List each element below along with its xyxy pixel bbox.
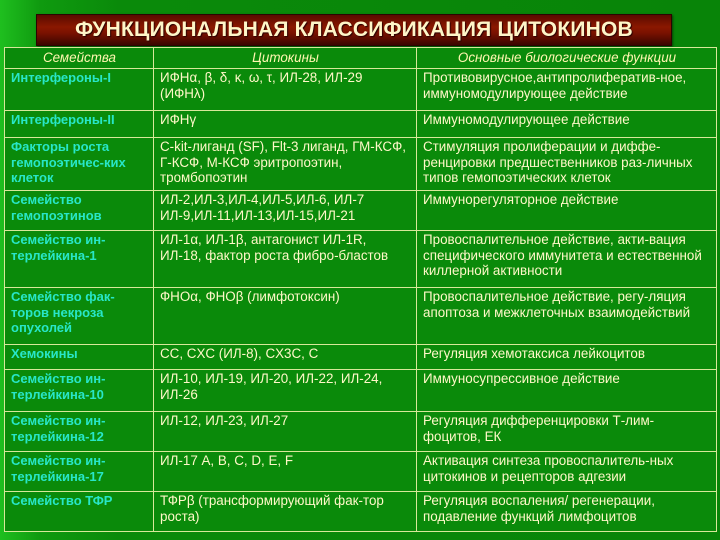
table-row bbox=[5, 111, 717, 138]
cytokines-cell: ИЛ-1α, ИЛ-1β, антагонист ИЛ-1R, ИЛ-18, фактор роста фибро-бластов bbox=[154, 231, 417, 288]
functions-cell: Регуляция хемотаксиса лейкоцитов bbox=[417, 345, 717, 370]
table-row bbox=[5, 288, 717, 345]
page-title: ФУНКЦИОНАЛЬНАЯ КЛАССИФИКАЦИЯ ЦИТОКИНОВ bbox=[75, 18, 633, 41]
family-cell: Интерфероны-II bbox=[5, 111, 154, 138]
functions-cell: Активация синтеза провоспалитель-ных цитокинов и рецепторов адгезии bbox=[417, 452, 717, 492]
functions-cell: Провоспалительное действие, акти-вация специфического иммунитета и естественной киллерной активности bbox=[417, 231, 717, 288]
family-cell: Семейство ин-терлейкина-12 bbox=[5, 412, 154, 452]
functions-cell: Регуляция дифференцировки Т-лим-фоцитов, ЕК bbox=[417, 412, 717, 452]
cytokines-cell: ИЛ-2,ИЛ-3,ИЛ-4,ИЛ-5,ИЛ-6, ИЛ-7 ИЛ-9,ИЛ-11,ИЛ-13,ИЛ-15,ИЛ-21 bbox=[154, 191, 417, 231]
cytokines-cell: ИЛ-12, ИЛ-23, ИЛ-27 bbox=[154, 412, 417, 452]
family-cell: Хемокины bbox=[5, 345, 154, 370]
family-cell: Семейство гемопоэтинов bbox=[5, 191, 154, 231]
family-cell: Семейство фак-торов некроза опухолей bbox=[5, 288, 154, 345]
family-cell: Семейство ТФР bbox=[5, 492, 154, 532]
functions-cell: Провоспалительное действие, регу-ляция апоптоза и межклеточных взаимодействий bbox=[417, 288, 717, 345]
table-row bbox=[5, 69, 717, 111]
cytokines-cell: ИФНγ bbox=[154, 111, 417, 138]
header-cytokines: Цитокины bbox=[154, 48, 417, 69]
functions-cell: Иммуносупрессивное действие bbox=[417, 370, 717, 412]
table-row bbox=[5, 138, 717, 191]
cytokine-classification-table bbox=[4, 47, 717, 532]
cytokines-cell: ИЛ-17 A, B, C, D, E, F bbox=[154, 452, 417, 492]
functions-cell: Иммунорегуляторное действие bbox=[417, 191, 717, 231]
cytokines-cell: ТФРβ (трансформирующий фак-тор роста) bbox=[154, 492, 417, 532]
title-banner bbox=[36, 14, 672, 46]
cytokines-cell: ИЛ-10, ИЛ-19, ИЛ-20, ИЛ-22, ИЛ-24, ИЛ-26 bbox=[154, 370, 417, 412]
table-row bbox=[5, 191, 717, 231]
table-row bbox=[5, 345, 717, 370]
cytokines-cell: ИФНα, β, δ, κ, ω, τ, ИЛ-28, ИЛ-29 (ИФНλ) bbox=[154, 69, 417, 111]
cytokines-cell: CC, CXC (ИЛ-8), CX3C, C bbox=[154, 345, 417, 370]
functions-cell: Противовирусное,антипролифератив-ное, иммуномодулирующее действие bbox=[417, 69, 717, 111]
family-cell: Семейство ин-терлейкина-1 bbox=[5, 231, 154, 288]
cytokines-cell: C-kit-лиганд (SF), Flt-3 лиганд, ГМ-КСФ, Г-КСФ, М-КСФ эритропоэтин, тромбопоэтин bbox=[154, 138, 417, 191]
table-row bbox=[5, 412, 717, 452]
functions-cell: Регуляция воспаления/ регенерации, подавление функций лимфоцитов bbox=[417, 492, 717, 532]
table-row bbox=[5, 231, 717, 288]
family-cell: Семейство ин-терлейкина-10 bbox=[5, 370, 154, 412]
table-header-row bbox=[5, 48, 717, 69]
table-row bbox=[5, 370, 717, 412]
table-row bbox=[5, 492, 717, 532]
family-cell: Интерфероны-I bbox=[5, 69, 154, 111]
functions-cell: Стимуляция пролиферации и диффе-ренцировки предшественников раз-личных типов гемопоэтических клеток bbox=[417, 138, 717, 191]
table-row bbox=[5, 452, 717, 492]
header-functions: Основные биологические функции bbox=[417, 48, 717, 69]
family-cell: Семейство ин-терлейкина-17 bbox=[5, 452, 154, 492]
header-families: Семейства bbox=[5, 48, 154, 69]
family-cell: Факторы роста гемопоэтичес-ких клеток bbox=[5, 138, 154, 191]
functions-cell: Иммуномодулирующее действие bbox=[417, 111, 717, 138]
cytokines-cell: ФНОα, ФНОβ (лимфотоксин) bbox=[154, 288, 417, 345]
